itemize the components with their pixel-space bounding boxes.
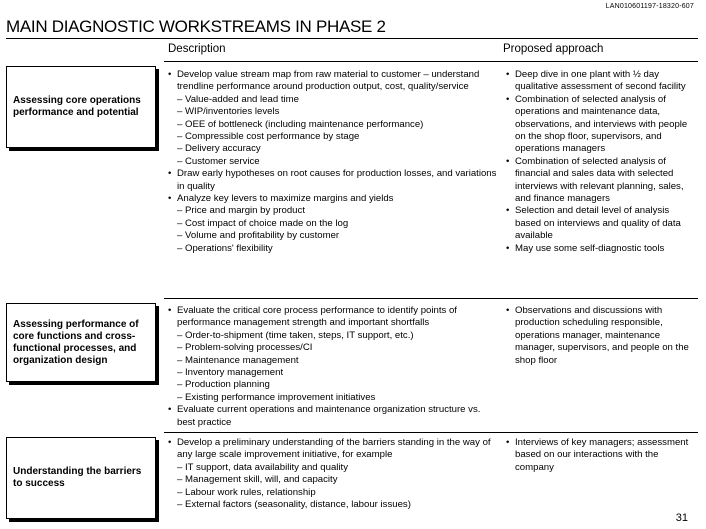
sub-item: – Existing performance improvement initiatives: [177, 391, 376, 403]
sub-item: – Management skill, will, and capacity: [177, 474, 338, 486]
description-list: [167, 69, 497, 255]
sub-item: – Problem-solving processes/CI: [177, 342, 313, 354]
row-label: Understanding the barriers to success: [13, 466, 142, 489]
bullet-item: • Combination of selected analysis of financial and sales data with selected interviews with relevant planning, sales, and finance managers: [505, 156, 695, 206]
sub-item: – External factors (seasonality, distance, labour issues): [177, 499, 411, 511]
sub-item: – Production planning: [177, 379, 270, 391]
bullet-item: • Evaluate current operations and maintenance organization structure vs. best practice: [167, 404, 497, 429]
row-divider: [164, 432, 698, 433]
row-label-box: [6, 66, 156, 148]
sub-item: – Delivery accuracy: [177, 143, 261, 155]
row-label-box: [6, 437, 156, 519]
page-title: MAIN DIAGNOSTIC WORKSTREAMS IN PHASE 2: [6, 17, 386, 36]
sub-item: – Value-added and lead time: [177, 93, 299, 105]
row-label-box: [6, 303, 156, 382]
approach-list: [505, 437, 695, 474]
column-header-divider: [164, 61, 698, 62]
sub-item: – WIP/inventories levels: [177, 106, 280, 118]
sub-item: – Order-to-shipment (time taken, steps, IT support, etc.): [177, 329, 414, 341]
bullet-item: • Deep dive in one plant with ½ day qualitative assessment of second facility: [505, 69, 695, 94]
bullet-item: • Draw early hypotheses on root causes for production losses, and variations in quality: [167, 168, 497, 193]
row-divider: [164, 298, 698, 299]
bullet-item: • Evaluate the critical core process performance to identify points of performance management strength and important shortfalls: [167, 305, 497, 330]
sub-item: – Price and margin by product: [177, 205, 305, 217]
sub-item: – OEE of bottleneck (including maintenance performance): [177, 118, 424, 130]
bullet-item: • Develop a preliminary understanding of the barriers standing in the way of any large scale improvement initiative, for example: [167, 437, 497, 462]
row-label: Assessing performance of core functions and cross-functional processes, and organization design: [13, 318, 139, 366]
bullet-item: • Selection and detail level of analysis based on interviews and quality of data available: [505, 205, 695, 242]
page-number: 31: [675, 512, 688, 524]
header-divider: [6, 38, 698, 39]
approach-list: [505, 305, 695, 367]
description-header: Description: [168, 43, 226, 55]
bullet-item: • Interviews of key managers; assessment based on our interactions with the company: [505, 437, 695, 474]
sub-item: – Cost impact of choice made on the log: [177, 217, 349, 229]
sub-item: – Customer service: [177, 155, 260, 167]
document-code: LAN010601197-18320-607: [605, 3, 694, 10]
row-label: Assessing core operations performance and potential: [13, 95, 141, 118]
bullet-item: • May use some self-diagnostic tools: [505, 243, 695, 255]
sub-item: – IT support, data availability and quality: [177, 461, 349, 473]
description-list: [167, 437, 497, 511]
bullet-item: • Develop value stream map from raw material to customer – understand trendline performance around production output, cost, quality/service: [167, 69, 497, 94]
sub-item: – Volume and profitability by customer: [177, 230, 340, 242]
approach-list: [505, 69, 695, 255]
bullet-item: • Analyze key levers to maximize margins and yields: [167, 193, 497, 205]
sub-item: – Compressible cost performance by stage: [177, 131, 360, 143]
sub-item: – Inventory management: [177, 367, 284, 379]
approach-header: Proposed approach: [503, 43, 604, 55]
description-list: [167, 305, 497, 429]
sub-item: – Operations' flexibility: [177, 242, 273, 254]
sub-item: – Labour work rules, relationship: [177, 486, 316, 498]
bullet-item: • Combination of selected analysis of operations and maintenance data, observations, and interviews with people on the shop floor, supervisors, and operations managers: [505, 94, 695, 156]
bullet-item: • Observations and discussions with production scheduling responsible, operations manager, maintenance manager, supervisors, and people on the shop floor: [505, 305, 695, 367]
sub-item: – Maintenance management: [177, 354, 299, 366]
